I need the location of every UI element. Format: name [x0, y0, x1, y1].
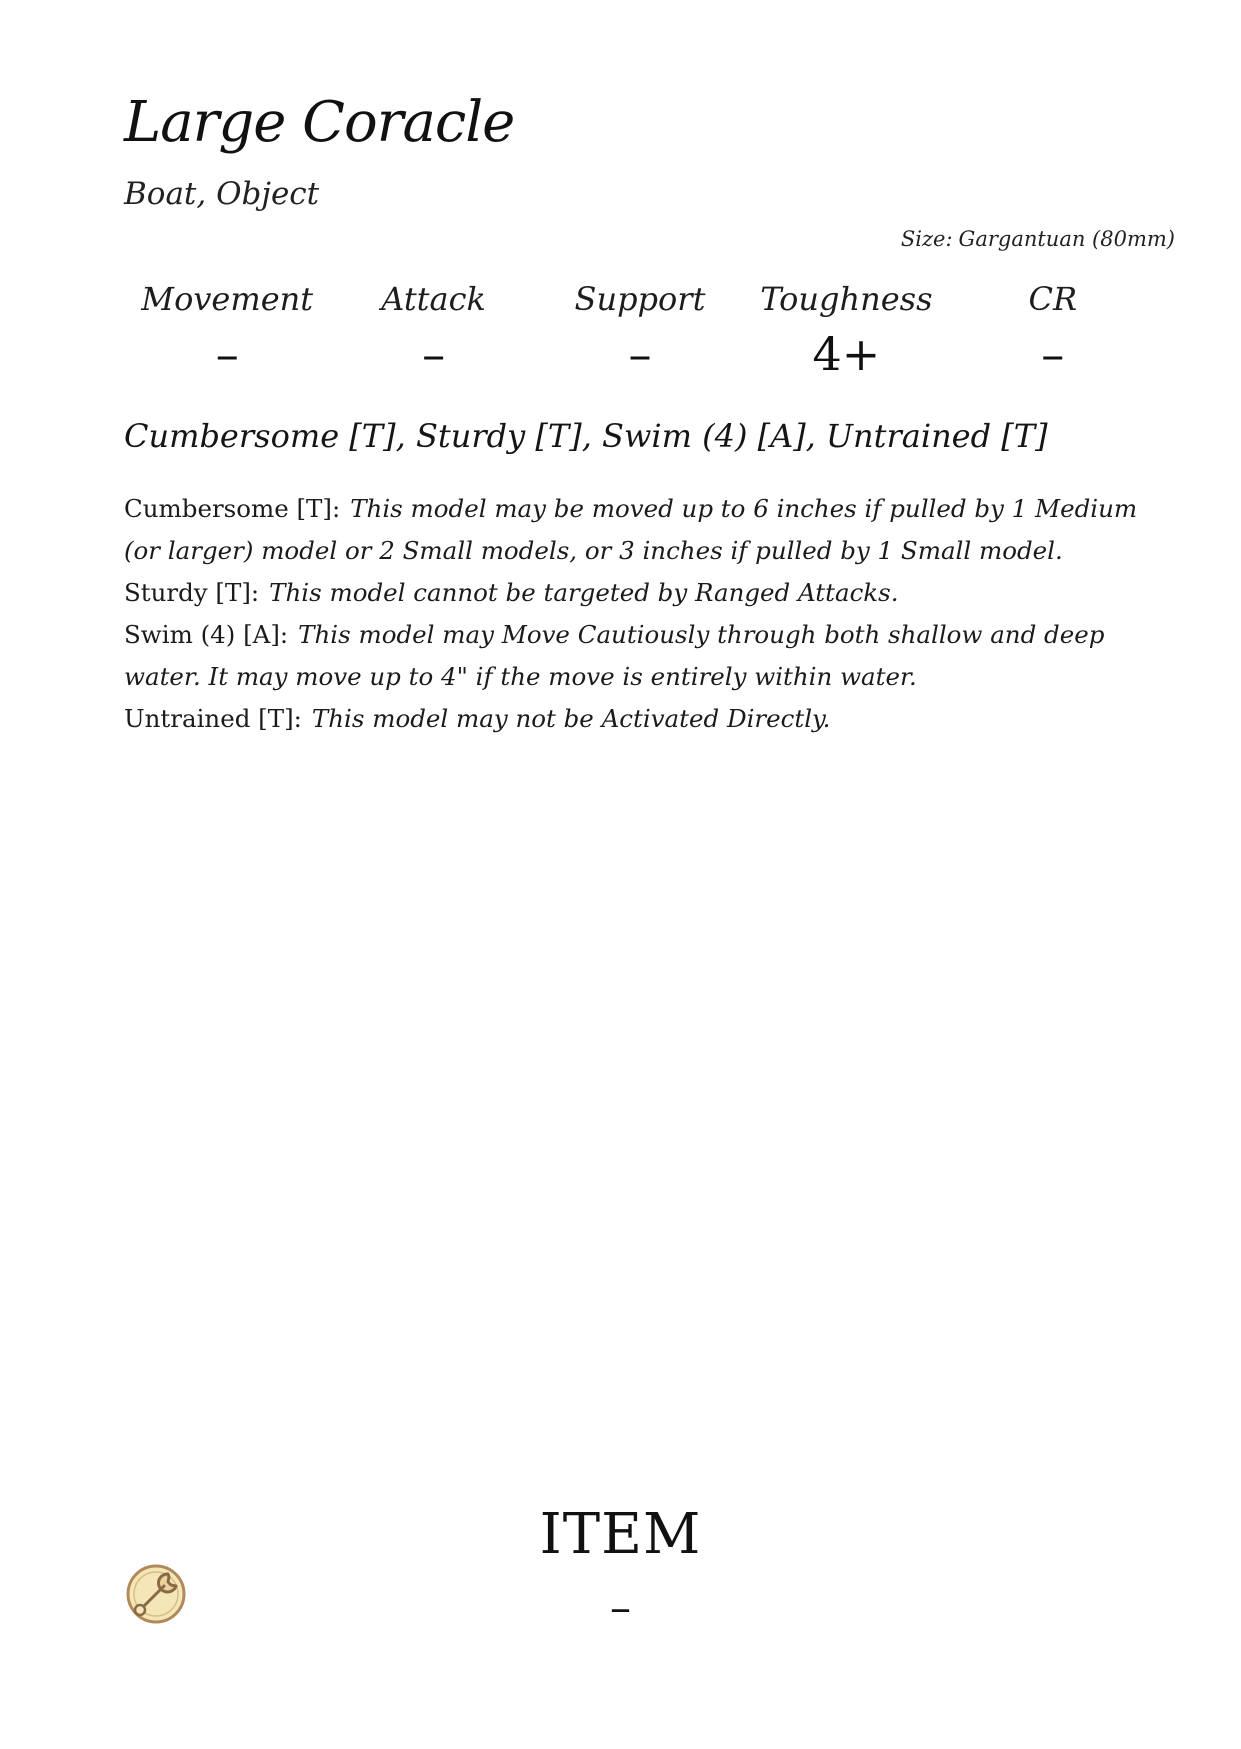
stat-label: Support	[574, 280, 706, 318]
card-types: Boat, Object	[124, 176, 320, 212]
rule-item	[124, 698, 1164, 740]
rule-name: Swim (4) [A]:	[124, 620, 289, 649]
stats-table	[124, 276, 1156, 386]
rule-name: Sturdy [T]:	[124, 578, 260, 607]
size-info	[901, 224, 1175, 254]
stat-label: Movement	[141, 280, 314, 318]
rule-name: Untrained [T]:	[124, 704, 302, 733]
rule-item	[124, 614, 1164, 698]
size-value: Gargantuan (80mm)	[958, 227, 1175, 251]
stat-movement	[124, 276, 330, 386]
stat-value: –	[628, 327, 652, 381]
item-value: –	[610, 1583, 631, 1632]
stat-value: –	[1041, 327, 1065, 381]
rule-text: This model may not be Activated Directly.	[311, 704, 831, 733]
item-heading: ITEM	[539, 1502, 702, 1567]
rule-item	[124, 488, 1164, 572]
stat-toughness	[743, 276, 949, 386]
stat-value: –	[215, 327, 239, 381]
stat-label: Toughness	[760, 280, 933, 318]
card-title: Large Coracle	[124, 90, 515, 155]
rule-item	[124, 572, 1164, 614]
stat-value: 4+	[812, 327, 881, 381]
stat-label: CR	[1028, 280, 1078, 318]
stat-value: –	[422, 327, 446, 381]
stat-support	[537, 276, 743, 386]
size-label: Size:	[900, 227, 953, 251]
rules-list	[124, 488, 1164, 740]
keywords-line: Cumbersome [T], Sturdy [T], Swim (4) [A], Untrained [T]	[124, 417, 1048, 455]
rule-text: This model may Move Cautiously through both shallow and deep water. It may move up to 4" if the move is entirely within water.	[124, 620, 1105, 691]
rule-text: This model cannot be targeted by Ranged Attacks.	[269, 578, 899, 607]
rule-text: This model may be moved up to 6 inches if pulled by 1 Medium (or larger) model or 2 Small models, or 3 inches if pulled by 1 Small model.	[124, 494, 1138, 565]
rule-name: Cumbersome [T]:	[124, 494, 341, 523]
stat-label: Attack	[381, 280, 486, 318]
stat-cr	[950, 276, 1156, 386]
stat-attack	[330, 276, 536, 386]
